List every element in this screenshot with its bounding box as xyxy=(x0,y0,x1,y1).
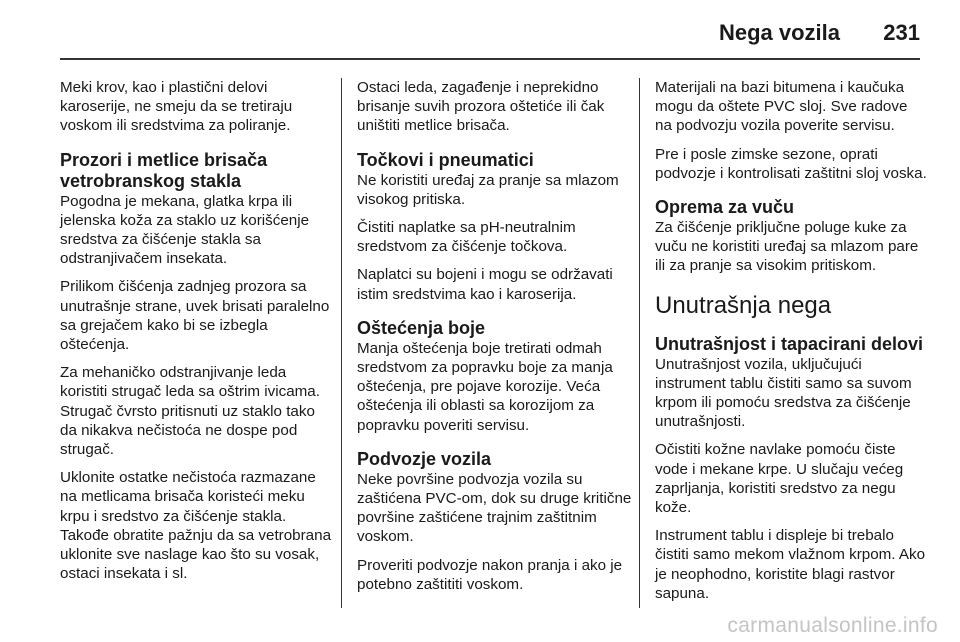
paragraph: Unutrašnjost vozila, uključujući instrument tablu čistiti samo sa suvom krpom ili pomoću sredstva za čišćenje unutrašnjosti. xyxy=(655,355,912,431)
section-heading-paint-damage: Oštećenja boje xyxy=(357,317,486,338)
paragraph: Pogodna je mekana, glatka krpa ili jelenska koža za staklo uz korišćenje sredstva za čišćenje stakla sa odstranjivačem insekata. xyxy=(60,192,310,268)
page-header xyxy=(60,14,920,54)
paragraph: Ostaci leda, zagađenje i neprekidno brisanje suvih prozora oštetiće ili čak uništiti metlice brisača. xyxy=(357,79,605,135)
paragraph: Instrument tablu i displeje bi trebalo čistiti samo mekom vlažnom krpom. Ako je neophodno, koristite blagi rastvor sapuna. xyxy=(655,527,926,602)
paragraph: Materijali na bazi bitumena i kaučuka mogu da oštete PVC sloj. Sve radove na podvozju vozila poverite servisu. xyxy=(655,79,908,135)
section-heading-underbody: Podvozje vozila xyxy=(357,448,492,469)
section-heading-wheels-tyres: Točkovi i pneumatici xyxy=(357,149,534,170)
paragraph: Prilikom čišćenja zadnjeg prozora sa unutrašnje strane, uvek brisati paralelno sa grejačem kako bi se izbegla oštećenja. xyxy=(60,278,330,354)
column-divider xyxy=(639,78,640,608)
paragraph: Neke površine podvozja vozila su zaštićena PVC-om, dok su druge kritične površine zaštićene trajnim zaštitnim voskom. xyxy=(357,470,632,546)
paragraph: Proveriti podvozje nakon pranja i ako je potebno zaštititi voskom. xyxy=(357,556,623,593)
paragraph: Za čišćenje priključne poluge kuke za vuču ne koristiti uređaj sa mlazom pare ili za pranje sa visokim pritiskom. xyxy=(655,219,919,275)
watermark: carmanualsonline.info xyxy=(727,614,938,637)
section-heading-interior-upholstery: Unutrašnjost i tapacirani delovi xyxy=(655,333,924,354)
header-rule xyxy=(60,58,920,60)
paragraph: Manja oštećenja boje tretirati odmah sredstvom za popravku boje za manja oštećenja, pre pojave korozije. Veća oštećenja ili oblasti sa korozijom za popravku poveriti servisu. xyxy=(357,339,613,434)
paragraph: Uklonite ostatke nečistoća razmazane na metlicama brisača koristeći meku krpu i sredstvo za čišćenje stakla. Takođe obratite pažnju da sa vetrobrana uklonite sve naslage kao što su vosak, ostaci insekata i sl. xyxy=(60,469,332,583)
column-1 xyxy=(60,78,332,592)
column-2 xyxy=(357,78,633,603)
paragraph: Meki krov, kao i plastični delovi karoserije, ne smeju da se tretiraju voskom ili sredstvima za poliranje. xyxy=(60,79,293,135)
paragraph: Očistiti kožne navlake pomoću čiste vode i mekane krpe. U slučaju većeg zaprljanja, koristiti sredstvo za negu kože. xyxy=(655,441,904,517)
paragraph: Čistiti naplatke sa pH-neutralnim sredstvom za čišćenje točkova. xyxy=(357,219,576,256)
paragraph: Za mehaničko odstranjivanje leda koristiti strugač leda sa oštrim ivicama. Strugač čvrsto pritisnuti uz staklo tako da nikakva nečistoća ne dospe pod strugač. xyxy=(60,364,320,459)
page-number: 231 xyxy=(883,20,920,45)
paragraph: Naplatci su bojeni i mogu se održavati istim sredstvima kao i karoserija. xyxy=(357,266,613,303)
section-heading-towing-equipment: Oprema za vuču xyxy=(655,197,795,218)
chapter-heading-interior-care: Unutrašnja nega xyxy=(655,291,832,319)
section-heading-windows-wipers: Prozori i metlice brisača vetrobranskog stakla xyxy=(60,149,268,191)
column-3 xyxy=(655,78,927,612)
paragraph: Pre i posle zimske sezone, oprati podvozje i kontrolisati zaštitni sloj voska. xyxy=(655,145,927,182)
column-divider xyxy=(341,78,342,608)
paragraph: Ne koristiti uređaj za pranje sa mlazom visokog pritiska. xyxy=(357,171,619,208)
page-title: Nega vozila xyxy=(718,20,840,45)
